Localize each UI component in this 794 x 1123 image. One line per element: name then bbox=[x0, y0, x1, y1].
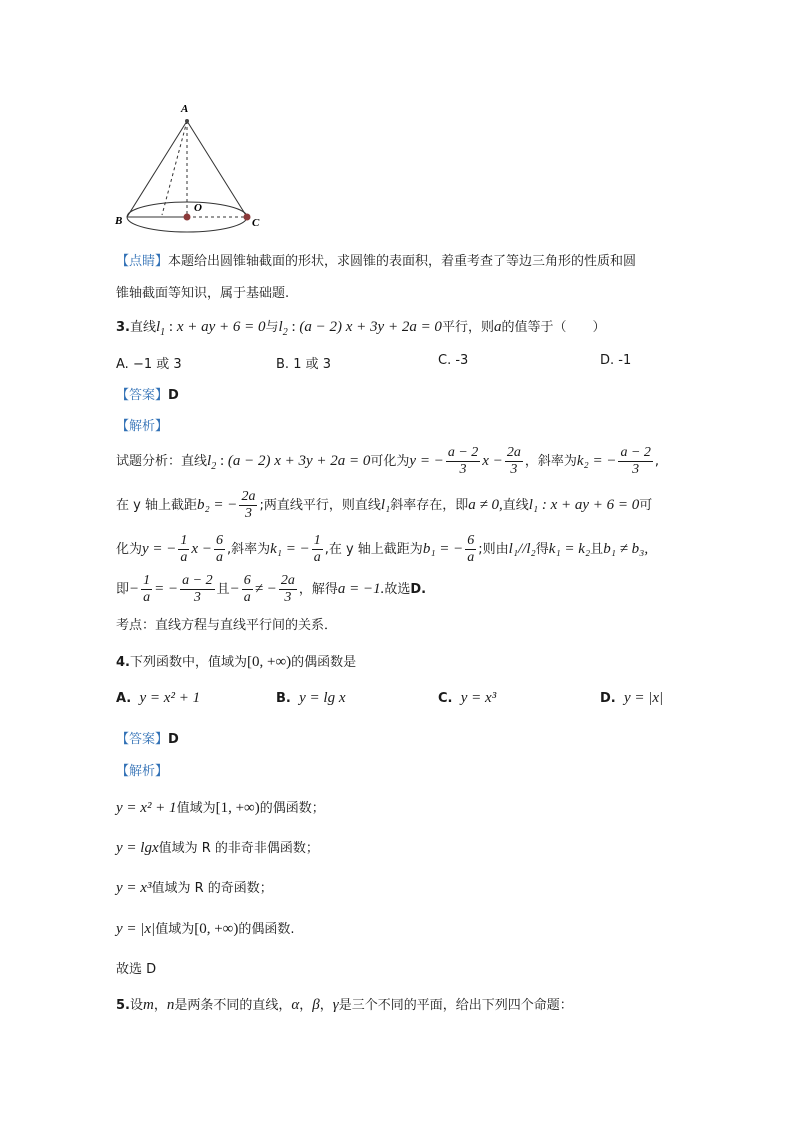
q5-number: 5. bbox=[116, 998, 130, 1013]
q4-option-d: D. y = |x| bbox=[600, 690, 664, 706]
q4-stem: 4.下列函数中，值域为[0, +∞)的偶函数是 bbox=[116, 654, 357, 670]
q3-option-c: C. -3 bbox=[438, 353, 469, 368]
q3-stem: 3.直线$l_1$ : x + ay + 6 = 0与$l_2$ : (a − 2) x + 3y + 2a = 0平行，则a的值等于（ ） bbox=[116, 319, 606, 338]
q3-prefix: 直线 bbox=[129, 320, 156, 335]
point-c bbox=[244, 214, 251, 221]
q3-l1: $l_1$ bbox=[156, 319, 166, 338]
point-a bbox=[185, 119, 189, 123]
q3-option-b: B. 1 或 3 bbox=[276, 357, 331, 372]
comment-text-1: 本题给出圆锥轴截面的形状，求圆锥的表面积，着重考查了等边三角形的性质和圆 bbox=[168, 254, 637, 269]
q3-analysis-tag: 【解析】 bbox=[116, 419, 169, 434]
comment-tag: 【点睛】 bbox=[116, 254, 169, 269]
label-b: B bbox=[115, 215, 123, 227]
q3-answer: D bbox=[168, 388, 179, 403]
q4-number: 4. bbox=[116, 655, 130, 670]
q3-option-d: D. -1 bbox=[600, 353, 632, 368]
label-o: O bbox=[194, 202, 202, 214]
q4-option-a: A. y = x² + 1 bbox=[116, 690, 201, 706]
comment-text-2: 锥轴截面等知识，属于基础题. bbox=[116, 286, 290, 301]
q4-analysis-item-4: y = |x|值域为[0, +∞)的偶函数. bbox=[116, 921, 295, 937]
q3-mid: 平行，则 bbox=[441, 320, 494, 335]
q4-analysis-line: 【解析】 bbox=[116, 764, 169, 779]
q3-solution-line-3: 化为y = − $\frac{1}{a}$ x − $\frac{6}{a}$ ,斜率为k₁ = − $\frac{1}{a}$ ,在 y 轴上截距为b₁ = − $\frac{6}{a}$ ;则由l₁//l₂得k₁ = k₂且b₁ ≠ b₃, bbox=[116, 533, 649, 566]
comment-line-1 bbox=[116, 250, 636, 269]
q3-option-a: A. −1 或 3 bbox=[116, 357, 182, 372]
q3-suffix: 的值等于（ ） bbox=[501, 320, 606, 335]
label-c: C bbox=[252, 217, 260, 229]
cone-figure bbox=[110, 98, 270, 233]
q3-solution-line-4: 即− $\frac{1}{a}$ = − $\frac{a - 2}{3}$ 且− $\frac{6}{a}$ ≠ − $\frac{2a}{3}$ ，解得a = −1.故选D. bbox=[116, 573, 427, 606]
q3-eq2: (a − 2) x + 3y + 2a = 0 bbox=[299, 319, 442, 335]
q3-answer-tag: 【答案】 bbox=[116, 388, 169, 403]
q3-l2: $l_2$ bbox=[278, 319, 288, 338]
q4-interval: [0, +∞) bbox=[247, 654, 292, 670]
cone-slant-dashed bbox=[162, 121, 187, 215]
q4-answer-line: 【答案】D bbox=[116, 732, 179, 747]
q3-answer-line bbox=[116, 384, 179, 403]
q4-analysis-item-1: y = x² + 1值域为[1, +∞)的偶函数； bbox=[116, 800, 325, 816]
q3-and: 与 bbox=[265, 320, 279, 335]
q3-kaodian: 考点：直线方程与直线平行间的关系． bbox=[116, 618, 338, 633]
q3-solution-line-1: 试题分析：直线$l_2$ : (a − 2) x + 3y + 2a = 0可化为y = − $\frac{a - 2}{3}$ x − $\frac{2a}{3}$ ，斜率为k₂ = − $\frac{a - 2}{3}$ , bbox=[116, 445, 660, 478]
q3-eq1: x + ay + 6 = 0 bbox=[176, 319, 266, 335]
q4-analysis-item-2: y = lgx值域为 R 的非奇非偶函数； bbox=[116, 840, 319, 856]
q3-number: 3. bbox=[116, 320, 130, 335]
label-a: A bbox=[181, 103, 189, 115]
q4-answer: D bbox=[168, 732, 179, 747]
q4-option-b: B. y = lg x bbox=[276, 690, 346, 706]
q5-stem: 5.设m，n是两条不同的直线，α，β，γ是三个不同的平面，给出下列四个命题： bbox=[116, 997, 573, 1013]
q4-option-c: C. y = x³ bbox=[438, 690, 497, 706]
q4-conclusion: 故选 D bbox=[116, 962, 157, 977]
q3-solution-line-2: 在 y 轴上截距b₂ = − $\frac{2a}{3}$ ;两直线平行，则直线l₁斜率存在，即a ≠ 0,直线l₁ : x + ay + 6 = 0可 bbox=[116, 489, 653, 522]
q3-var: a bbox=[493, 319, 502, 335]
q4-analysis-item-3: y = x³值域为 R 的奇函数； bbox=[116, 880, 273, 896]
comment-line-2 bbox=[116, 282, 289, 301]
q3-analysis-line bbox=[116, 415, 168, 434]
point-o bbox=[184, 214, 191, 221]
